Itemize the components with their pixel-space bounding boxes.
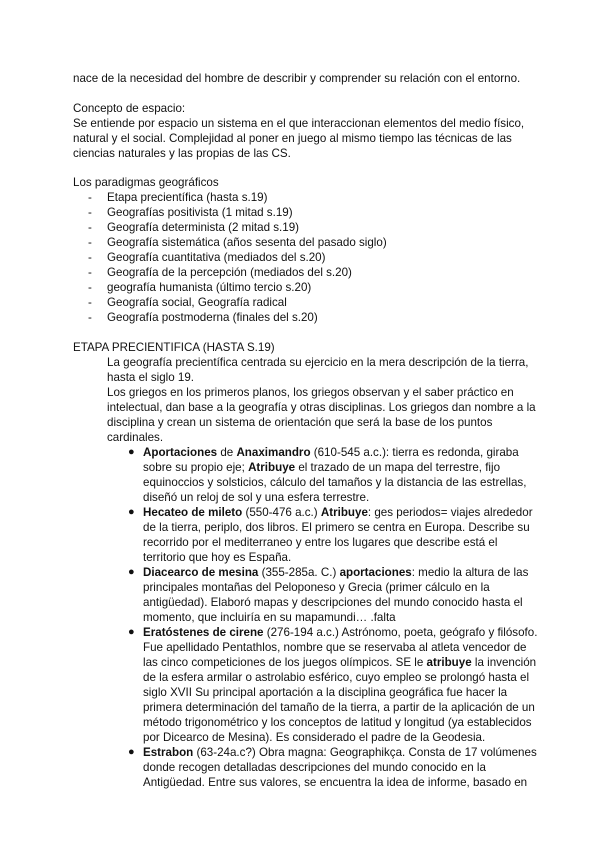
stage-para-line: disciplina y crean un sistema de orientación que será la base de los puntos [107, 416, 493, 429]
diacearco-line: antigüedad). Elaboró mapas y descripciones del mundo conocido hasta el [143, 596, 523, 609]
list-item: Geografía determinista (2 mitad s.19) [107, 221, 300, 234]
diacearco-line: principales montañas del Peloponeso y Grecia (primer cálculo en la [143, 581, 490, 594]
eratostenes-line: Fue apellidado Pentathlos, nombre que se reservaba al atleta vencedor de [143, 641, 527, 654]
bullet-dot: ● [128, 446, 135, 458]
hecateo-line: territorio que hoy es España. [143, 551, 292, 564]
list-dash: - [88, 266, 92, 279]
anaximandro-line: Aportaciones de Anaximandro (610-545 a.c.): tierra es redonda, giraba [143, 446, 519, 459]
bullet-dot: ● [128, 506, 135, 518]
eratostenes-line: por Dicearco de Mesina). Es considerado el padre de la Geodesia. [143, 731, 486, 744]
hecateo-line: de la tierra, periplo, dos libros. El primero se centra en Europa. Describe su [143, 521, 530, 534]
eratostenes-line: Eratóstenes de cirene (276-194 a.c.) Astrónomo, poeta, geógrafo y filósofo. [143, 626, 538, 639]
eratostenes-line: siglo XVII Su principal aportación a la disciplina geográfica fue hacer la [143, 686, 508, 699]
stage-para-line: intelectual, dan base a la geografía y otras disciplinas. Los griegos dan nombre a la [107, 401, 536, 414]
list-item: Geografía postmoderna (finales del s.20) [107, 311, 318, 324]
diacearco-line: Diacearco de mesina (355-285a. C.) aportaciones: medio la altura de las [143, 566, 529, 579]
list-item: Geografía social, Geografía radical [107, 296, 287, 309]
hecateo-line: recorrido por el mediterraneo y entre los lugares que describe está el [143, 536, 498, 549]
list-item: Etapa precientífica (hasta s.19) [107, 191, 268, 204]
stage-heading: ETAPA PRECIENTIFICA (HASTA S.19) [73, 341, 275, 354]
bullet-dot: ● [128, 746, 135, 758]
bullet-dot: ● [128, 566, 135, 578]
list-dash: - [88, 236, 92, 249]
eratostenes-line: de la esfera armilar o astrolabio esférico, cuyo empleo se prolongó hasta el [143, 671, 530, 684]
paradigms-heading: Los paradigmas geográficos [73, 176, 219, 189]
list-dash: - [88, 311, 92, 324]
stage-para-line: Los griegos en los primeros planos, los griegos observan y el saber práctico en [107, 386, 514, 399]
list-item: Geografías positivista (1 mitad s.19) [107, 206, 293, 219]
list-item: geografía humanista (último tercio s.20) [107, 281, 312, 294]
bullet-dot: ● [128, 626, 135, 638]
list-item: Geografía cuantitativa (mediados del s.20) [107, 251, 326, 264]
space-text-line: ciencias naturales y las propias de las CS. [73, 147, 291, 160]
diacearco-line: momento, que incluiría en su mapamundi… .falta [143, 611, 396, 624]
list-item: Geografía sistemática (años sesenta del pasado siglo) [107, 236, 387, 249]
stage-para-line: cardinales. [107, 431, 164, 444]
anaximandro-line: sobre su propio eje; Atribuye el trazado de un mapa del terrestre, fijo [143, 461, 501, 474]
space-heading: Concepto de espacio: [73, 102, 186, 115]
stage-para-line: La geografía precientífica centrada su ejercicio en la mera descripción de la tierra, [107, 356, 529, 369]
stage-para-line: hasta el siglo 19. [107, 371, 195, 384]
list-dash: - [88, 251, 92, 264]
anaximandro-line: diseñó un reloj de sol y una esfera terrestre. [143, 491, 370, 504]
list-dash: - [88, 221, 92, 234]
list-dash: - [88, 206, 92, 219]
anaximandro-line: equinoccios y solsticios, cálculo del tamaños y la distancia de las estrellas, [143, 476, 527, 489]
eratostenes-line: método trigonométrico y los conceptos de latitud y longitud (ya establecidos [143, 716, 532, 729]
list-item: Geografía de la percepción (mediados del s.20) [107, 266, 352, 279]
list-dash: - [88, 281, 92, 294]
space-text-line: natural y el social. Complejidad al poner en juego al mismo tiempo las técnicas de las [73, 132, 512, 145]
list-dash: - [88, 296, 92, 309]
estrabon-line: Antigüedad. Entre sus valores, se encuentra la idea de informe, basado en [143, 776, 528, 789]
list-dash: - [88, 191, 92, 204]
eratostenes-line: las cinco competiciones de los juegos olímpicos. SE le atribuye la invención [143, 656, 537, 669]
intro-tail-text: nace de la necesidad del hombre de describir y comprender su relación con el entorno. [73, 72, 521, 85]
eratostenes-line: primera determinación del tamaño de la tierra, a partir de la aplicación de un [143, 701, 535, 714]
estrabon-line: donde recogen detalladas descripciones del mundo conocido en la [143, 761, 486, 774]
hecateo-line: Hecateo de mileto (550-476 a.c.) Atribuye: ges periodos= viajes alrededor [143, 506, 533, 519]
space-text-line: Se entiende por espacio un sistema en el que interaccionan elementos del medio físico, [73, 117, 525, 130]
estrabon-line: Estrabon (63-24a.c?) Obra magna: Geographikça. Consta de 17 volúmenes [143, 746, 537, 759]
